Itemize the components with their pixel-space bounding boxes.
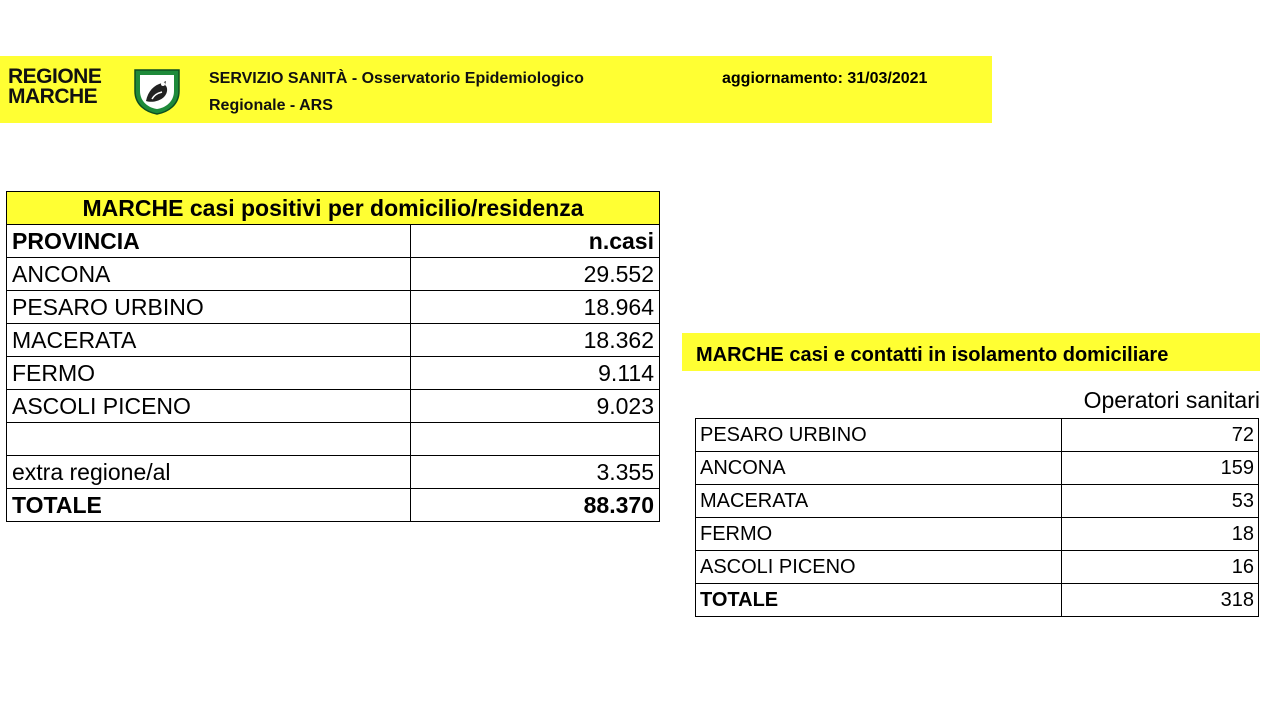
province-name: ANCONA [7, 258, 411, 291]
table-title-row [7, 192, 660, 225]
table-header-row [7, 225, 660, 258]
service-line-1: SERVIZIO SANITÀ - Osservatorio Epidemiologico [209, 70, 584, 87]
operator-count: 18 [1062, 518, 1259, 551]
update-date: aggiornamento: 31/03/2021 [722, 70, 928, 87]
operator-count: 159 [1062, 452, 1259, 485]
province-name: MACERATA [7, 324, 411, 357]
province-name: ASCOLI PICENO [696, 551, 1062, 584]
case-count: 9.023 [411, 390, 660, 423]
table-total-row [7, 489, 660, 522]
table-row [7, 324, 660, 357]
operator-count: 53 [1062, 485, 1259, 518]
isolation-table-subtitle: Operatori sanitari [1083, 387, 1260, 413]
province-name: ASCOLI PICENO [7, 390, 411, 423]
province-name: PESARO URBINO [7, 291, 411, 324]
table-row [7, 291, 660, 324]
operator-count: 16 [1062, 551, 1259, 584]
table-title: MARCHE casi positivi per domicilio/residenza [7, 192, 660, 225]
table-row [696, 485, 1259, 518]
total-value: 318 [1062, 584, 1259, 617]
province-name: FERMO [7, 357, 411, 390]
table-row [696, 518, 1259, 551]
case-count: 29.552 [411, 258, 660, 291]
logo-line-2: MARCHE [8, 85, 98, 108]
header-banner [0, 56, 992, 123]
total-value: 88.370 [411, 489, 660, 522]
table-row [7, 258, 660, 291]
home-isolation-table [695, 418, 1259, 617]
column-header-province: PROVINCIA [7, 225, 411, 258]
case-count: 18.964 [411, 291, 660, 324]
table-row [7, 456, 660, 489]
table-total-row [696, 584, 1259, 617]
case-count: 18.362 [411, 324, 660, 357]
province-name: MACERATA [696, 485, 1062, 518]
table-row [696, 419, 1259, 452]
province-name: PESARO URBINO [696, 419, 1062, 452]
total-label: TOTALE [696, 584, 1062, 617]
service-line-2: Regionale - ARS [209, 97, 333, 114]
table-row [7, 390, 660, 423]
total-label: TOTALE [7, 489, 411, 522]
case-count [411, 423, 660, 456]
logo-line-1: REGIONE [8, 65, 102, 88]
table-row [7, 357, 660, 390]
service-title [209, 65, 584, 119]
province-name: ANCONA [696, 452, 1062, 485]
regione-emblem-icon [132, 67, 182, 115]
logo-text [8, 67, 101, 107]
isolation-table-title: MARCHE casi e contatti in isolamento domiciliare [682, 333, 1260, 371]
case-count: 9.114 [411, 357, 660, 390]
province-name: extra regione/al [7, 456, 411, 489]
table-row-empty [7, 423, 660, 456]
regione-marche-logo [8, 67, 183, 115]
table-row [696, 551, 1259, 584]
province-name: FERMO [696, 518, 1062, 551]
case-count: 3.355 [411, 456, 660, 489]
table-row [696, 452, 1259, 485]
cases-by-residence-table [6, 191, 660, 522]
province-name [7, 423, 411, 456]
column-header-cases: n.casi [411, 225, 660, 258]
operator-count: 72 [1062, 419, 1259, 452]
